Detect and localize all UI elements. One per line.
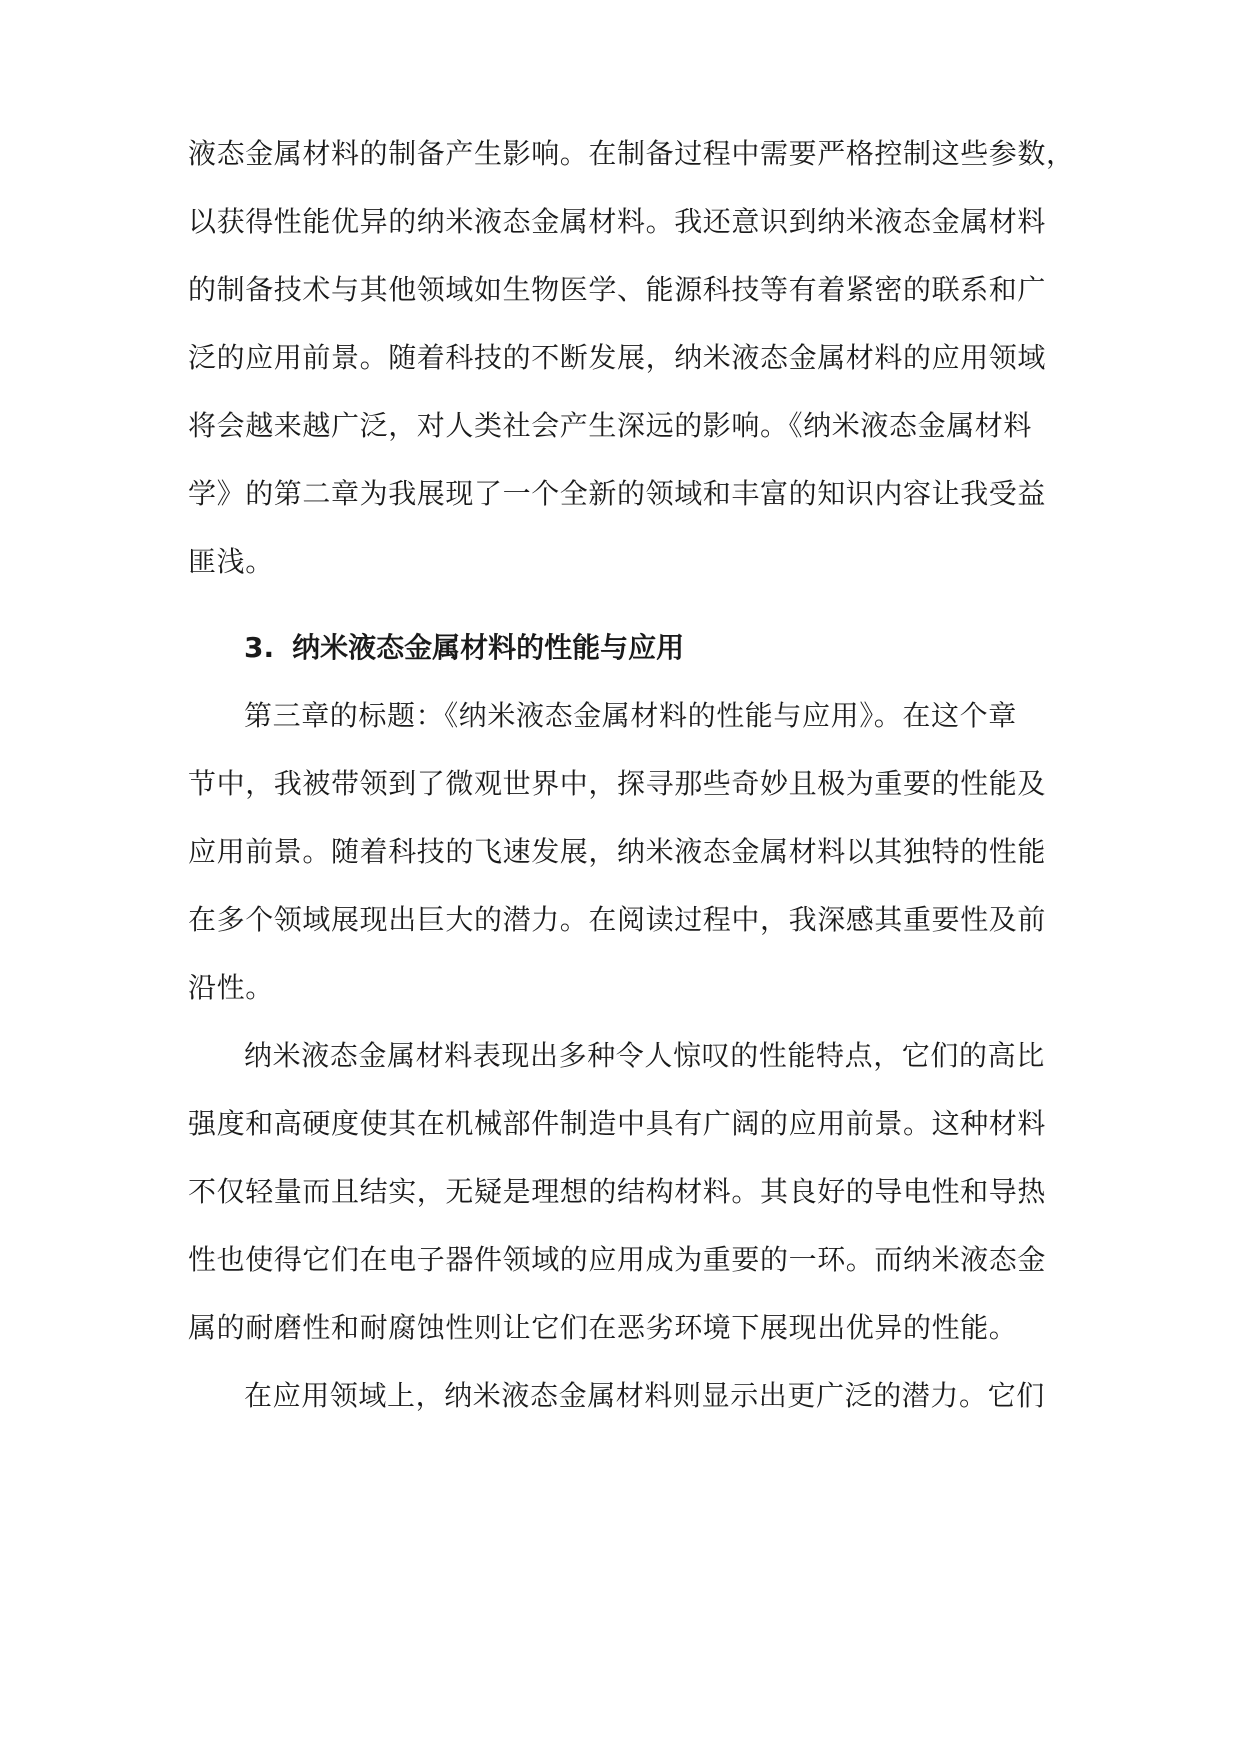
section-number: 3. xyxy=(244,631,275,664)
paragraph-line: 在多个领域展现出巨大的潜力。在阅读过程中，我深感其重要性及前 xyxy=(188,903,1047,936)
paragraph-line: 纳米液态金属材料表现出多种令人惊叹的性能特点，它们的高比 xyxy=(244,1039,1045,1072)
paragraph-line: 性也使得它们在电子器件领域的应用成为重要的一环。而纳米液态金 xyxy=(188,1243,1047,1276)
paragraph-line: 第三章的标题：《纳米液态金属材料的性能与应用》。在这个章 xyxy=(244,699,1017,732)
paragraph-line: 泛的应用前景。随着科技的不断发展，纳米液态金属材料的应用领域 xyxy=(188,341,1047,374)
paragraph-line: 学》的第二章为我展现了一个全新的领域和丰富的知识内容让我受益 xyxy=(188,477,1047,510)
paragraph-line: 以获得性能优异的纳米液态金属材料。我还意识到纳米液态金属材料 xyxy=(188,205,1047,238)
paragraph-line: 强度和高硬度使其在机械部件制造中具有广阔的应用前景。这种材料 xyxy=(188,1107,1047,1140)
paragraph-line: 将会越来越广泛，对人类社会产生深远的影响。《纳米液态金属材料 xyxy=(188,409,1033,442)
paragraph-line: 属的耐磨性和耐腐蚀性则让它们在恶劣环境下展现出优异的性能。 xyxy=(188,1311,1018,1344)
section-title: 纳米液态金属材料的性能与应用 xyxy=(292,631,685,664)
section-heading xyxy=(244,624,684,672)
paragraph-line: 沿性。 xyxy=(188,971,274,1004)
paragraph-line: 在应用领域上，纳米液态金属材料则显示出更广泛的潜力。它们 xyxy=(244,1379,1045,1412)
paragraph-line: 不仅轻量而且结实，无疑是理想的结构材料。其良好的导电性和导热 xyxy=(188,1175,1047,1208)
paragraph-line: 匪浅。 xyxy=(188,545,274,578)
paragraph-line: 液态金属材料的制备产生影响。在制备过程中需要严格控制这些参数， xyxy=(188,137,1075,170)
paragraph-line: 应用前景。随着科技的飞速发展，纳米液态金属材料以其独特的性能 xyxy=(188,835,1047,868)
paragraph-line: 节中，我被带领到了微观世界中，探寻那些奇妙且极为重要的性能及 xyxy=(188,767,1047,800)
paragraph-line: 的制备技术与其他领域如生物医学、能源科技等有着紧密的联系和广 xyxy=(188,273,1047,306)
